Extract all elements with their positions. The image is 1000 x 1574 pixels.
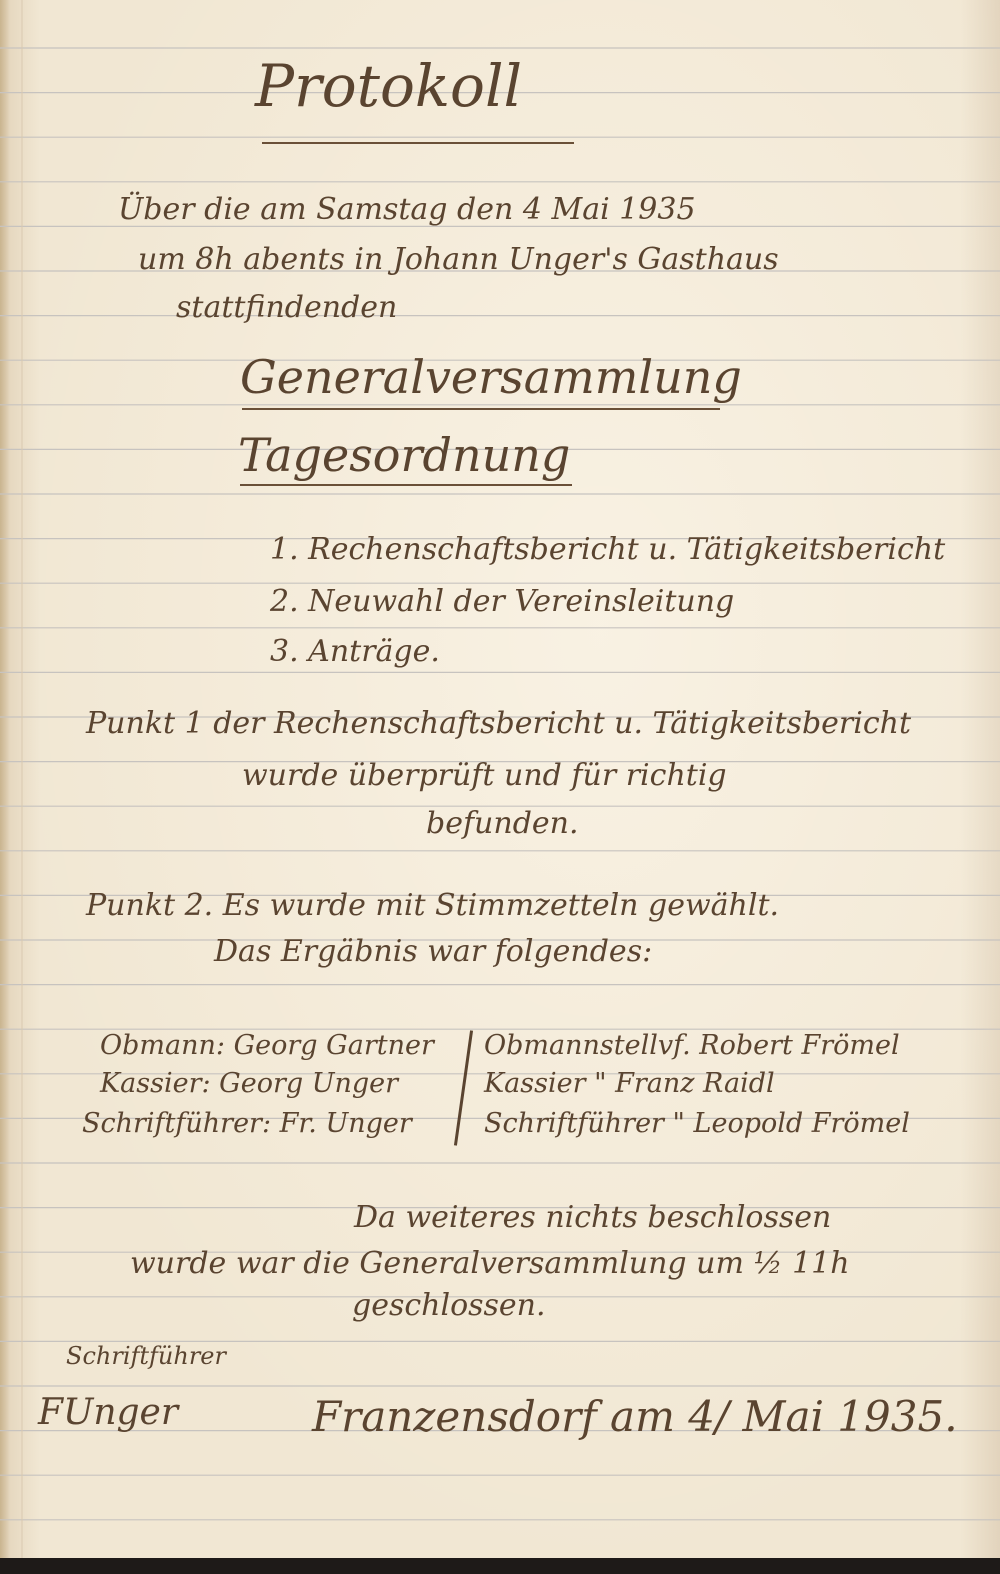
document-title: Protokoll: [255, 52, 523, 120]
election-right-1: Obmannstellvf. Robert Frömel: [484, 1030, 900, 1061]
election-left-1: Obmann: Georg Gartner: [100, 1030, 434, 1061]
closing-line-3: geschlossen.: [352, 1288, 546, 1323]
heading-2-underline: [240, 484, 572, 486]
punkt-1-line-2: wurde überprüft und für richtig: [242, 758, 727, 793]
closing-line-2: wurde war die Generalversammlung um ½ 11h: [130, 1246, 850, 1281]
signature: FUnger: [38, 1392, 179, 1433]
heading-generalversammlung: Generalversammlung: [240, 350, 742, 404]
heading-tagesordnung: Tagesordnung: [238, 428, 571, 482]
intro-line-3: stattfindenden: [176, 290, 398, 325]
punkt-2-line-2: Das Ergäbnis war folgendes:: [214, 934, 653, 969]
title-underline: [262, 142, 574, 144]
election-left-2: Kassier: Georg Unger: [100, 1068, 399, 1099]
page-bottom-edge: [0, 1558, 1000, 1574]
election-left-3: Schriftführer: Fr. Unger: [82, 1108, 412, 1139]
place-date: Franzensdorf am 4/ Mai 1935.: [312, 1392, 958, 1441]
agenda-item-3: 3. Anträge.: [270, 634, 440, 669]
election-right-3: Schriftführer " Leopold Frömel: [484, 1108, 910, 1139]
agenda-item-1: 1. Rechenschaftsbericht u. Tätigkeitsbericht: [270, 532, 946, 567]
election-right-2: Kassier " Franz Raidl: [484, 1068, 775, 1099]
punkt-1-line-3: befunden.: [426, 806, 579, 841]
closing-line-1: Da weiteres nichts beschlossen: [354, 1200, 832, 1235]
punkt-1-line-1: Punkt 1 der Rechenschaftsbericht u. Tätigkeitsbericht: [86, 706, 912, 741]
intro-line-1: Über die am Samstag den 4 Mai 1935: [118, 192, 696, 227]
heading-1-underline: [242, 408, 720, 410]
punkt-2-line-1: Punkt 2. Es wurde mit Stimmzetteln gewählt.: [86, 888, 780, 923]
agenda-item-2: 2. Neuwahl der Vereinsleitung: [270, 584, 735, 619]
signature-label: Schriftführer: [66, 1342, 226, 1370]
intro-line-2: um 8h abents in Johann Unger's Gasthaus: [138, 242, 779, 277]
